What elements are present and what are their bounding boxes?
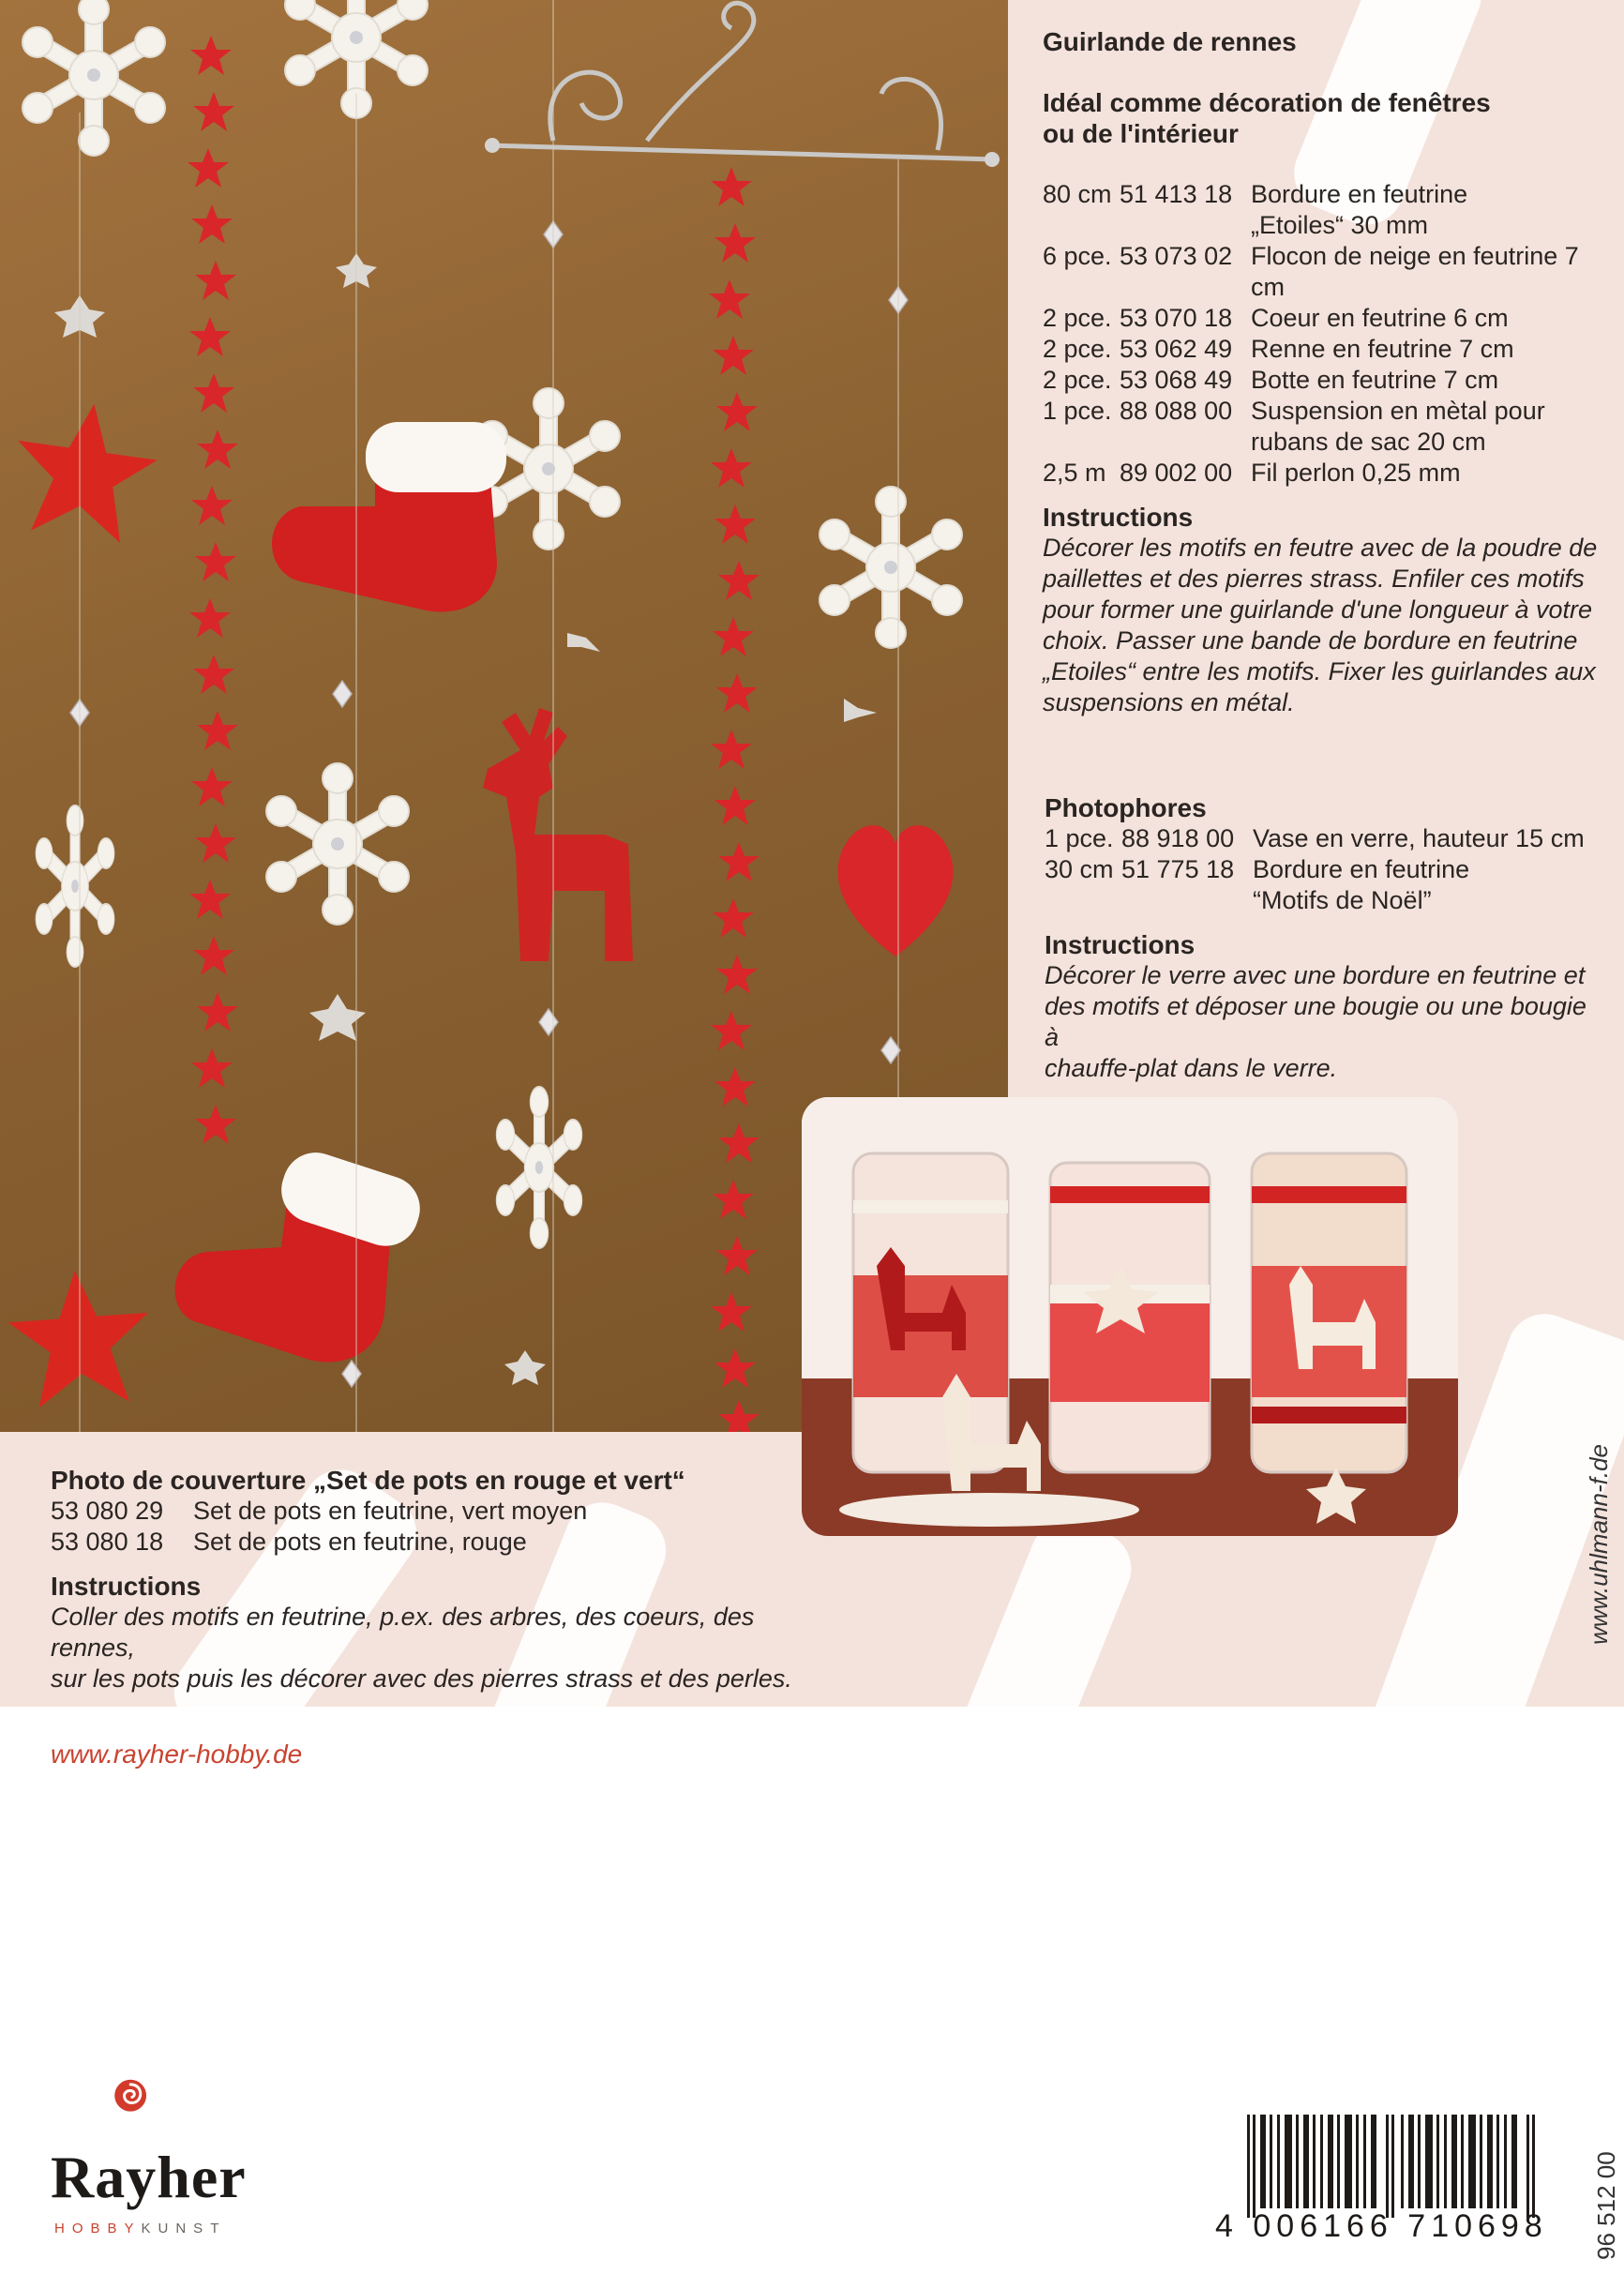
item-qty: 1 pce. bbox=[1045, 824, 1114, 852]
item-desc: Suspension en mètal pour bbox=[1251, 397, 1545, 425]
instruction-line: „Etoiles“ entre les motifs. Fixer les guirlandes aux bbox=[1043, 657, 1596, 685]
decorative-swoosh bbox=[949, 1510, 1143, 1707]
item-qty: 2 pce. bbox=[1043, 335, 1112, 363]
ean-left: 006166 bbox=[1253, 2208, 1393, 2244]
list-item bbox=[1043, 241, 1605, 303]
list-item bbox=[1043, 303, 1605, 334]
list-item bbox=[1043, 396, 1605, 458]
item-ref: 53 080 18 bbox=[51, 1528, 164, 1556]
brand-tagline bbox=[54, 2221, 226, 2236]
website-link[interactable]: www.rayher-hobby.de bbox=[51, 1739, 303, 1769]
cover-instructions bbox=[51, 1602, 801, 1694]
instruction-line: Coller des motifs en feutrine, p.ex. des arbres, des coeurs, des rennes, bbox=[51, 1603, 755, 1662]
item-desc: Botte en feutrine 7 cm bbox=[1251, 366, 1499, 394]
cover-instructions-heading: Instructions bbox=[51, 1572, 202, 1601]
photophores-illustration bbox=[802, 1097, 1458, 1536]
garland-subtitle-line2: ou de l'intérieur bbox=[1043, 119, 1239, 148]
item-desc: Set de pots en feutrine, rouge bbox=[193, 1528, 527, 1556]
cover-title: Photo de couverture „Set de pots en rouge et vert“ bbox=[51, 1466, 685, 1495]
instruction-line: Décorer le verre avec une bordure en feutrine et bbox=[1045, 961, 1586, 989]
item-desc-cont: „Etoiles“ 30 mm bbox=[1251, 211, 1429, 239]
item-qty: 2 pce. bbox=[1043, 366, 1112, 394]
list-item bbox=[1043, 334, 1605, 365]
item-desc: Bordure en feutrine bbox=[1251, 180, 1468, 208]
barcode-icon bbox=[1247, 2115, 1538, 2218]
item-ref: 53 073 02 bbox=[1120, 242, 1233, 270]
item-desc-cont: rubans de sac 20 cm bbox=[1251, 428, 1486, 456]
instruction-line: paillettes et des pierres strass. Enfiler ces motifs bbox=[1043, 565, 1585, 593]
item-qty: 2 pce. bbox=[1043, 304, 1112, 332]
garland-materials-list bbox=[1043, 179, 1605, 489]
item-ref: 53 068 49 bbox=[1120, 366, 1233, 394]
brand-name: Rayher bbox=[51, 2144, 247, 2210]
tagline-kunst: KUNST bbox=[141, 2221, 227, 2236]
item-desc: Bordure en feutrine bbox=[1253, 855, 1470, 883]
garland-instructions-heading: Instructions bbox=[1043, 503, 1194, 532]
tagline-hobby: HOBBY bbox=[54, 2221, 142, 2236]
item-desc: Flocon de neige en feutrine 7 cm bbox=[1251, 242, 1579, 301]
item-desc: Coeur en feutrine 6 cm bbox=[1251, 304, 1509, 332]
item-desc: Set de pots en feutrine, vert moyen bbox=[193, 1497, 588, 1525]
item-desc: Vase en verre, hauteur 15 cm bbox=[1253, 824, 1585, 852]
list-item bbox=[51, 1527, 587, 1558]
instruction-line: sur les pots puis les décorer avec des pierres strass et des perles. bbox=[51, 1664, 792, 1693]
item-qty: 6 pce. bbox=[1043, 242, 1112, 270]
item-ref: 88 918 00 bbox=[1121, 824, 1235, 852]
photophores-materials-list bbox=[1045, 823, 1585, 916]
cover-materials-list bbox=[51, 1496, 587, 1558]
item-desc: Renne en feutrine 7 cm bbox=[1251, 335, 1514, 363]
item-ref: 53 062 49 bbox=[1120, 335, 1233, 363]
item-ref: 88 088 00 bbox=[1120, 397, 1233, 425]
garland-title: Guirlande de rennes bbox=[1043, 27, 1297, 56]
cover-section bbox=[51, 1465, 801, 1694]
ean-first: 4 bbox=[1215, 2208, 1239, 2244]
instruction-line: chauffe-plat dans le verre. bbox=[1045, 1054, 1338, 1082]
instruction-line: des motifs et déposer une bougie ou une bougie à bbox=[1045, 992, 1586, 1051]
ean-right: 710698 bbox=[1407, 2208, 1548, 2244]
instruction-line: pour former une guirlande d'une longueur à votre bbox=[1043, 595, 1593, 624]
photophores-title: Photophores bbox=[1045, 793, 1207, 822]
item-ref: 53 080 29 bbox=[51, 1497, 164, 1525]
photophores-instructions-heading: Instructions bbox=[1045, 930, 1195, 959]
item-qty: 80 cm bbox=[1043, 180, 1112, 208]
item-qty: 1 pce. bbox=[1043, 397, 1112, 425]
garland-instructions bbox=[1043, 533, 1605, 718]
instruction-line: choix. Passer une bande de bordure en feutrine bbox=[1043, 626, 1578, 655]
photophores-photo bbox=[802, 1097, 1458, 1536]
list-item bbox=[1045, 854, 1585, 916]
list-item bbox=[1043, 365, 1605, 396]
article-code: 96 512 00 bbox=[1592, 2151, 1620, 2260]
list-item bbox=[1043, 179, 1605, 241]
photophores-instructions bbox=[1045, 960, 1607, 1084]
instruction-line: Décorer les motifs en feutre avec de la poudre de bbox=[1043, 534, 1598, 562]
item-ref: 89 002 00 bbox=[1120, 459, 1233, 487]
garland-subtitle-line1: Idéal comme décoration de fenêtres bbox=[1043, 88, 1491, 117]
item-desc: Fil perlon 0,25 mm bbox=[1251, 459, 1461, 487]
designer-url: www.uhlmann-f.de bbox=[1585, 1444, 1613, 1645]
photophores-section bbox=[1045, 792, 1607, 1084]
item-desc-cont: “Motifs de Noël” bbox=[1253, 886, 1432, 914]
list-item bbox=[51, 1496, 587, 1527]
item-qty: 2,5 m bbox=[1043, 459, 1106, 487]
list-item bbox=[1043, 458, 1605, 489]
item-ref: 51 413 18 bbox=[1120, 180, 1233, 208]
list-item bbox=[1045, 823, 1585, 854]
item-qty: 30 cm bbox=[1045, 855, 1114, 883]
ean-number bbox=[1215, 2208, 1548, 2245]
item-ref: 53 070 18 bbox=[1120, 304, 1233, 332]
instruction-line: suspensions en métal. bbox=[1043, 688, 1295, 716]
item-ref: 51 775 18 bbox=[1121, 855, 1235, 883]
garland-section bbox=[1043, 26, 1605, 718]
